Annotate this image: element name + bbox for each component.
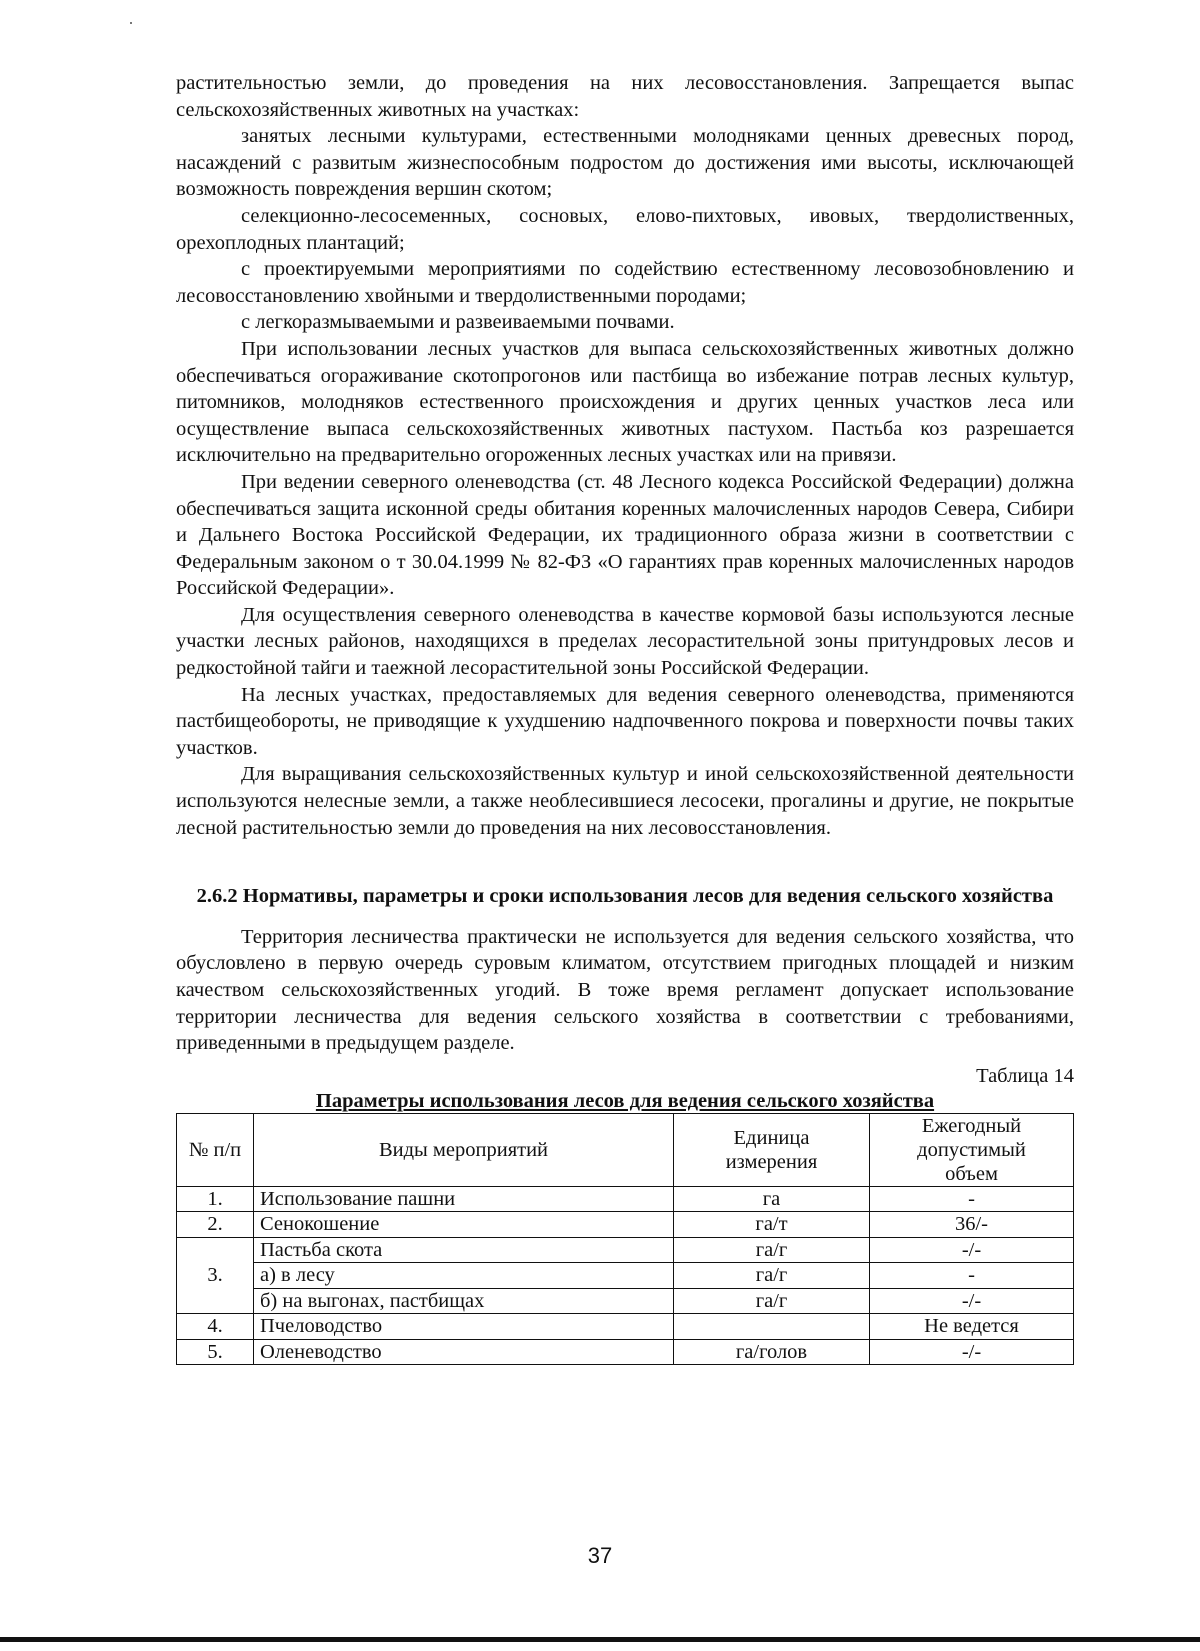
table-cell: - [870,1186,1074,1212]
table-row [177,1339,1074,1365]
section-paragraph: Территория лесничества практически не используется для ведения сельского хозяйства, что обусловлено в первую очередь суровым климатом, отсутствием пригодных площадей и низким качеством сельскохозяйственных угодий. В тоже время регламент допускает использование территории лесничества для ведения сельского хозяйства в соответствии с требованиями, приведенными в предыдущем разделе. [176,925,1074,1055]
paragraph: растительностью земли, до проведения на них лесовосстановления. Запрещается выпас сельскохозяйственных животных на участках: [176,72,1074,121]
table-cell: Оленеводство [254,1339,674,1365]
table-cell: га/г [674,1237,870,1263]
paragraph: Для осуществления северного оленеводства в качестве кормовой базы используются лесные участки лесных районов, находящихся в пределах лесорастительной зоны притундровых лесов и редкостойной тайги и таежной лесорастительной зоны Российской Федерации. [176,603,1074,680]
table-cell: Пчеловодство [254,1314,674,1340]
table-cell: га [674,1186,870,1212]
table-row [177,1212,1074,1238]
table-cell: б) на выгонах, пастбищах [254,1288,674,1314]
table-label: Таблица 14 [976,1064,1074,1087]
table-cell: Не ведется [870,1314,1074,1340]
table-row [177,1263,1074,1289]
table-cell: га/т [674,1212,870,1238]
paragraph: При ведении северного оленеводства (ст. 48 Лесного кодекса Российской Федерации) должна обеспечиваться защита исконной среды обитания коренных малочисленных народов Севера, Сибири и Дальнего Востока Российской Федерации, их традиционного образа жизни в соответствии с Федеральным законом о т 30.04.1999 № 82-ФЗ «О гарантиях прав коренных малочисленных народов Российской Федерации». [176,470,1074,600]
paragraph: занятых лесными культурами, естественными молодняками ценных древесных пород, насаждений с развитым жизнеспособным подростом до достижения ими высоты, исключающей возможность повреждения вершин скотом; [176,125,1074,201]
table-row [177,1314,1074,1340]
header-cell: Единица измерения [674,1113,870,1186]
table-cell: 3. [177,1237,254,1314]
table-cell: 5. [177,1339,254,1365]
paragraph: с проектируемыми мероприятиями по содействию естественному лесовозобновлению и лесовосстановлению хвойными и твердолиственными породами; [176,258,1074,307]
paragraph: При использовании лесных участков для выпаса сельскохозяйственных животных должно обеспечиваться огораживание скотопрогонов или пастбища во избежание потрав лесных культур, питомников, молодняков естественного происхождения и других ценных участков леса или осуществление выпаса сельскохозяйственных животных пастухом. Пастьба коз разрешается исключительно на предварительно огороженных лесных участках или на привязи. [176,337,1074,467]
table-row [177,1237,1074,1263]
table-title: Параметры использования лесов для ведения сельского хозяйства [315,1089,935,1112]
header-cell: № п/п [177,1113,254,1186]
table-cell: -/- [870,1237,1074,1263]
table-header-row [177,1113,1074,1186]
table-cell: га/г [674,1263,870,1289]
table-cell [674,1314,870,1340]
table-cell: га/голов [674,1339,870,1365]
paragraph: На лесных участках, предоставляемых для ведения северного оленеводства, применяются пастбищеобороты, не приводящие к ухудшению надпочвенного покрова и поверхности почвы таких участков. [176,683,1074,759]
table-cell: 1. [177,1186,254,1212]
table-cell: 4. [177,1314,254,1340]
parameters-table [176,1113,1074,1366]
paragraphs [176,70,1074,841]
table-cell: - [870,1263,1074,1289]
table-cell: 36/- [870,1212,1074,1238]
table-cell: Сенокошение [254,1212,674,1238]
table-row [177,1186,1074,1212]
scan-speck [130,22,132,24]
table-cell: а) в лесу [254,1263,674,1289]
paragraph: Для выращивания сельскохозяйственных культур и иной сельскохозяйственной деятельности используются нелесные земли, а также необлесившиеся лесосеки, прогалины и другие, не покрытые лесной растительностью земли до проведения на них лесовосстановления. [176,763,1074,839]
table-cell: Пастьба скота [254,1237,674,1263]
table-cell: Использование пашни [254,1186,674,1212]
header-cell: Ежегодный допустимый объем [870,1113,1074,1186]
page-number: 37 [587,1543,613,1568]
paragraph: селекционно-лесосеменных, сосновых, елово-пихтовых, ивовых, твердолиственных, орехоплодных плантаций; [176,204,1074,254]
section-heading: 2.6.2 Нормативы, параметры и сроки использования лесов для ведения сельского хозяйства [196,885,1054,908]
table-row [177,1288,1074,1314]
header-cell: Виды мероприятий [254,1113,674,1186]
table-cell: 2. [177,1212,254,1238]
paragraph: с легкоразмываемыми и развеиваемыми почвами. [241,311,675,334]
table-cell: -/- [870,1288,1074,1314]
table-cell: га/г [674,1288,870,1314]
bottom-rule [0,1637,1200,1642]
table-cell: -/- [870,1339,1074,1365]
document-page [176,70,1074,1365]
